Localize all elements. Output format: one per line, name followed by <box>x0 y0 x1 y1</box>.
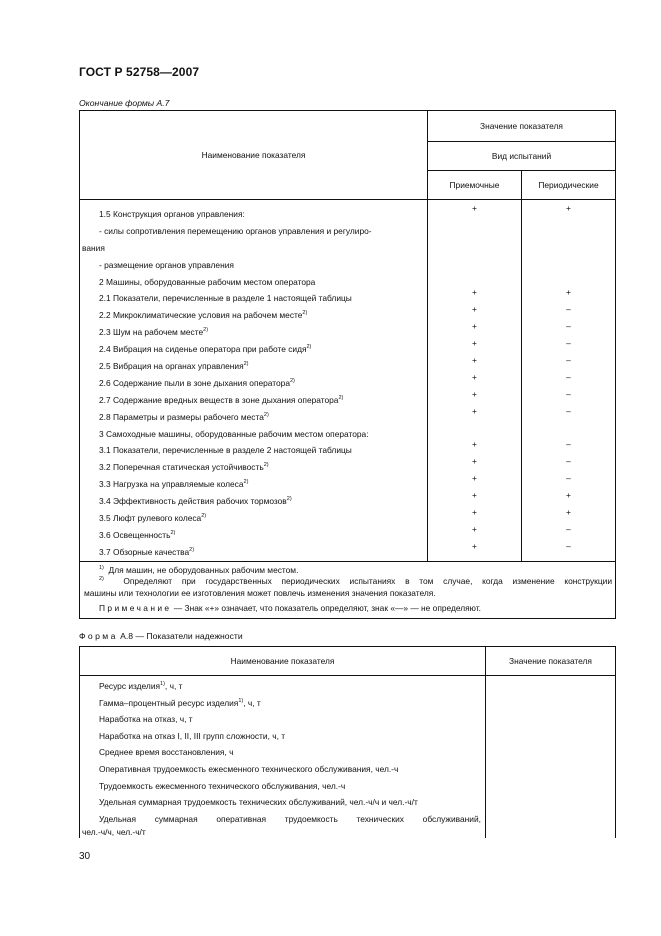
periodic-mark: – <box>566 355 571 366</box>
acceptance-mark: + <box>472 473 477 484</box>
indicator-row: Оперативная трудоемкость ежесменного технического обслуживания, чел.-ч <box>99 763 399 774</box>
indicator-row: 2.4 Вибрация на сиденье оператора при работе сидя$^{2)}$ <box>99 344 312 355</box>
table2-caption: Форма А.8 — Показатели надежности <box>79 631 243 641</box>
indicators-table-a7 <box>79 110 616 619</box>
header-indicator-name: Наименование показателя <box>80 647 486 676</box>
header-value-group: Значение показателя <box>428 111 616 142</box>
indicator-row: вания <box>82 242 105 253</box>
indicator-row: 3.6 Освещенность$^{2)}$ <box>99 529 176 540</box>
acceptance-mark: + <box>472 456 477 467</box>
indicator-row: 3.3 Нагрузка на управляемые колеса$^{2)}$ <box>99 479 249 490</box>
acceptance-mark: + <box>472 439 477 450</box>
periodic-mark: – <box>566 321 571 332</box>
acceptance-mark <box>428 251 521 268</box>
acceptance-mark: + <box>472 388 477 399</box>
footnote-2-line2: машины или технологии ее изготовления может повлечь изменения значения показателя. <box>84 587 436 598</box>
indicator-row: Гамма–процентный ресурс изделия$^{1)}$, ч, т <box>99 697 261 708</box>
periodic-mark: + <box>566 507 571 518</box>
header-test-type: Вид испытаний <box>428 142 616 171</box>
indicator-row: Удельная суммарная трудоемкость технических обслуживаний, чел.-ч/ч и чел.-ч/т <box>99 797 418 808</box>
periodic-mark: – <box>566 439 571 450</box>
acceptance-mark <box>428 268 521 285</box>
indicator-row: Трудоемкость ежесменного технического обслуживания, чел.-ч <box>99 780 346 791</box>
acceptance-mark <box>428 217 521 234</box>
acceptance-mark: + <box>472 405 477 416</box>
reliability-names-column <box>80 676 486 839</box>
names-column <box>80 200 428 562</box>
document-header: ГОСТ Р 52758—2007 <box>79 65 200 79</box>
acceptance-mark: + <box>472 371 477 382</box>
acceptance-mark: + <box>472 355 477 366</box>
indicator-row: Удельная суммарная оперативная трудоемкость технических обслуживаний, <box>99 813 481 824</box>
indicator-row: 3 Самоходные машины, оборудованные рабочим местом оператора: <box>99 428 369 439</box>
indicator-row: Среднее время восстановления, ч <box>99 747 234 758</box>
acceptance-mark: + <box>472 304 477 315</box>
acceptance-mark: + <box>472 523 477 534</box>
periodic-mark: – <box>566 371 571 382</box>
periodic-mark: + <box>566 287 571 298</box>
periodic-mark <box>522 268 615 285</box>
periodic-mark <box>522 251 615 268</box>
table-note: Примечание — Знак «+» означает, что показатель определяют, знак «—» — не определяют. <box>99 603 481 614</box>
indicator-row: 2 Машины, оборудованные рабочим местом оператора <box>99 276 316 287</box>
acceptance-column <box>428 200 522 562</box>
indicator-row: - размещение органов управления <box>99 259 234 270</box>
indicator-row: 3.2 Поперечная статическая устойчивость$^{2)}$ <box>99 462 269 473</box>
indicator-row: 2.2 Микроклиматические условия на рабочем месте$^{2)}$ <box>99 310 308 321</box>
periodic-mark <box>522 217 615 234</box>
periodic-mark: – <box>566 523 571 534</box>
acceptance-mark: + <box>472 338 477 349</box>
table-notes <box>80 561 616 618</box>
indicator-row: 3.4 Эффективность действия рабочих тормозов$^{2)}$ <box>99 496 292 507</box>
indicator-row: 2.5 Вибрация на органах управления$^{2)}$ <box>99 361 249 372</box>
acceptance-mark: + <box>472 287 477 298</box>
indicator-row: Наработка на отказ, ч, т <box>99 714 193 725</box>
header-indicator-name: Наименование показателя <box>80 111 428 200</box>
periodic-mark: + <box>566 203 571 213</box>
periodic-mark: – <box>566 388 571 399</box>
periodic-mark: – <box>566 304 571 315</box>
acceptance-mark: + <box>472 321 477 332</box>
indicator-row: 3.5 Люфт рулевого колеса$^{2)}$ <box>99 513 207 524</box>
acceptance-mark: + <box>472 490 477 501</box>
acceptance-mark: + <box>472 540 477 551</box>
reliability-table-a8 <box>79 646 616 838</box>
indicator-row: 2.1 Показатели, перечисленные в разделе 1 настоящей таблицы <box>99 293 352 304</box>
indicator-row: - силы сопротивления перемещению органов управления и регулиро- <box>99 225 372 236</box>
acceptance-mark: + <box>472 507 477 518</box>
reliability-value-column <box>486 676 616 839</box>
indicator-row: 3.1 Показатели, перечисленные в разделе 2 настоящей таблицы <box>99 445 352 456</box>
indicator-row: 1.5 Конструкция органов управления: <box>99 209 245 219</box>
indicator-row: Ресурс изделия$^{1)}$, ч, т <box>99 681 183 691</box>
indicator-row: 3.7 Обзорные качества$^{2)}$ <box>99 546 195 557</box>
indicator-row: 2.7 Содержание вредных веществ в зоне дыхания оператора$^{2)}$ <box>99 394 344 405</box>
header-acceptance: Приемочные <box>428 171 522 200</box>
periodic-column <box>522 200 616 562</box>
indicator-row: 2.3 Шум на рабочем месте$^{2)}$ <box>99 327 209 338</box>
indicator-row: чел.-ч/ч, чел.-ч/т <box>82 827 146 838</box>
page-number: 30 <box>79 851 91 862</box>
periodic-mark: + <box>566 490 571 501</box>
periodic-mark: – <box>566 456 571 467</box>
header-value: Значение показателя <box>486 647 616 676</box>
indicator-row: Наработка на отказ I, II, III групп сложности, ч, т <box>99 730 286 741</box>
periodic-mark: – <box>566 338 571 349</box>
footnote-2-line1: $^{2)}$ Определяют при государственных периодических испытаниях в том случае, когда изменение конструкции <box>99 576 612 587</box>
acceptance-mark <box>428 234 521 251</box>
periodic-mark: – <box>566 540 571 551</box>
periodic-mark: – <box>566 473 571 484</box>
acceptance-mark: + <box>472 203 477 213</box>
indicator-row: 2.6 Содержание пыли в зоне дыхания оператора$^{2)}$ <box>99 377 295 388</box>
footnote-1: $^{1)}$ Для машин, не оборудованных рабочим местом. <box>99 564 299 575</box>
acceptance-mark <box>428 420 521 437</box>
header-periodic: Периодические <box>522 171 616 200</box>
periodic-mark: – <box>566 405 571 416</box>
periodic-mark <box>522 420 615 437</box>
periodic-mark <box>522 234 615 251</box>
table1-caption: Окончание формы А.7 <box>79 98 170 108</box>
indicator-row: 2.8 Параметры и размеры рабочего места$^{2)}$ <box>99 411 269 422</box>
